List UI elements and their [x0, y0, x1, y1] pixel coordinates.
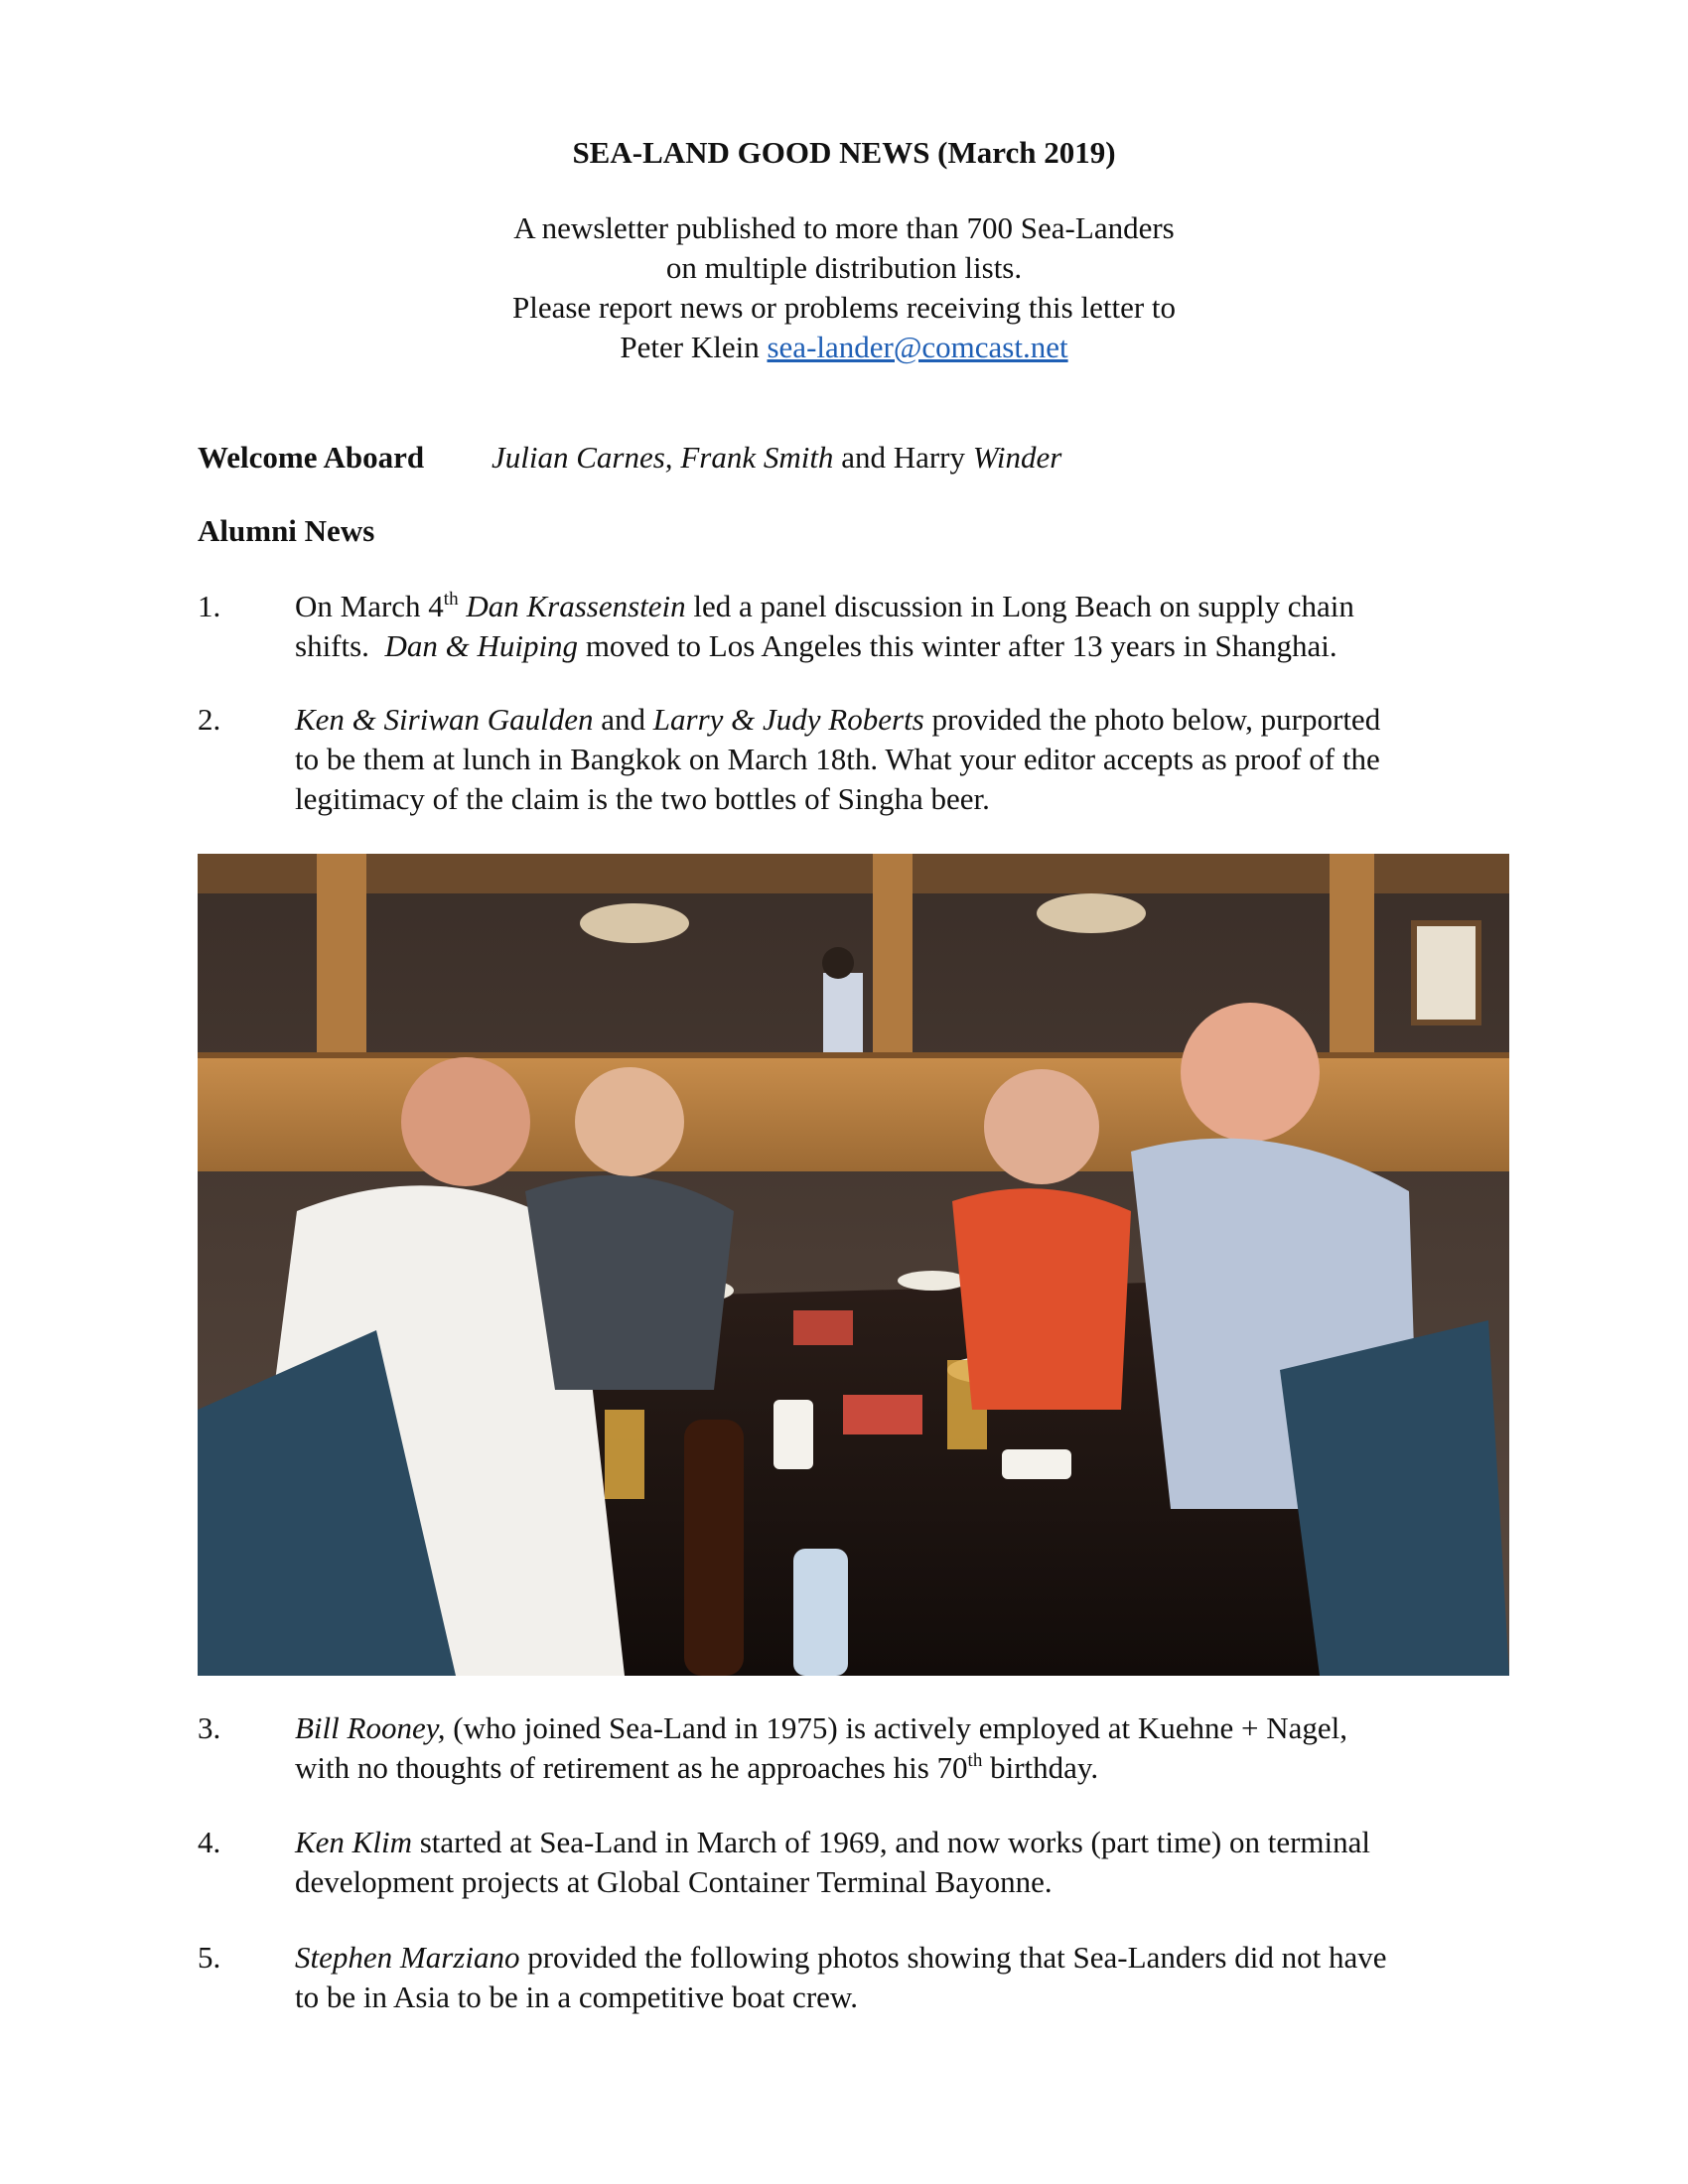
beer-bottle-2 — [684, 1420, 744, 1676]
lunch-photo — [198, 854, 1509, 1676]
list-item-body — [295, 700, 1486, 819]
header-line-1: A newsletter published to more than 700 Sea-Landers — [513, 210, 1175, 245]
list-item-body — [295, 1938, 1486, 2017]
item3-name: Bill Rooney, — [295, 1710, 446, 1745]
welcome-and: and Harry — [841, 440, 965, 475]
list-item-number: 3. — [198, 1710, 221, 1745]
welcome-name-2: Frank Smith — [680, 440, 834, 475]
welcome-name-1: Julian Carnes, — [492, 440, 673, 475]
item2-line1 — [295, 700, 1486, 740]
item5-name: Stephen Marziano — [295, 1940, 520, 1975]
list-item-body — [295, 1823, 1486, 1902]
item3-sup: th — [967, 1750, 983, 1771]
item1-text-c: shifts. — [295, 628, 369, 663]
newsletter-title: SEA-LAND GOOD NEWS (March 2019) — [572, 135, 1116, 170]
list-item-body — [295, 587, 1486, 666]
item3-text-b: with no thoughts of retirement as he approaches his 70 — [295, 1750, 968, 1785]
item5-line1 — [295, 1938, 1486, 1978]
list-item-body — [295, 1708, 1486, 1788]
item3-line1 — [295, 1708, 1486, 1748]
list-item-number: 2. — [198, 702, 221, 737]
item1-text-a: On March 4 — [295, 589, 444, 623]
header-line-4 — [0, 328, 1688, 367]
header-line-2: on multiple distribution lists. — [665, 250, 1023, 285]
item2-line3: legitimacy of the claim is the two bottles of Singha beer. — [295, 781, 990, 816]
newsletter-header — [0, 133, 1688, 367]
item5-text-a: provided the following photos showing that Sea-Landers did not have — [527, 1940, 1387, 1975]
email-link[interactable]: sea-lander@comcast.net — [767, 330, 1068, 364]
alumni-news-heading: Alumni News — [198, 513, 375, 548]
item2-name1: Ken & Siriwan Gaulden — [295, 702, 594, 737]
item1-line1 — [295, 587, 1486, 626]
item3-text-a: (who joined Sea-Land in 1975) is actively employed at Kuehne + Nagel, — [453, 1710, 1348, 1745]
item1-name2: Dan & Huiping — [384, 628, 579, 663]
item2-text-a: provided the photo below, purported — [931, 702, 1381, 737]
item2-line2: to be them at lunch in Bangkok on March 18th. What your editor accepts as proof of the — [295, 742, 1380, 776]
item1-text-b: led a panel discussion in Long Beach on supply chain — [693, 589, 1354, 623]
welcome-name-3: Winder — [972, 440, 1062, 475]
item3-text-c: birthday. — [990, 1750, 1099, 1785]
item3-line2 — [295, 1748, 1486, 1788]
welcome-aboard-row — [198, 438, 1538, 478]
lamp-left — [580, 903, 689, 943]
item5-line2: to be in Asia to be in a competitive boat crew. — [295, 1979, 859, 2014]
item1-text-d: moved to Los Angeles this winter after 13 years in Shanghai. — [585, 628, 1337, 663]
item4-line1 — [295, 1823, 1486, 1862]
item4-text-a: started at Sea-Land in March of 1969, and now works (part time) on terminal — [419, 1825, 1371, 1859]
welcome-label: Welcome Aboard — [198, 440, 425, 475]
item1-line2 — [295, 626, 1486, 666]
item2-and: and — [601, 702, 646, 737]
list-item-number: 4. — [198, 1825, 221, 1859]
item1-name: Dan Krassenstein — [466, 589, 686, 623]
item1-sup: th — [443, 589, 459, 610]
header-line-3: Please report news or problems receiving this letter to — [511, 290, 1177, 325]
list-item-number: 1. — [198, 589, 221, 623]
lamp-right — [1037, 893, 1146, 933]
list-item-number: 5. — [198, 1940, 221, 1975]
item4-name: Ken Klim — [295, 1825, 412, 1859]
editor-name: Peter Klein — [620, 330, 760, 364]
item2-name2: Larry & Judy Roberts — [652, 702, 924, 737]
item4-line2: development projects at Global Container Terminal Bayonne. — [295, 1864, 1053, 1899]
